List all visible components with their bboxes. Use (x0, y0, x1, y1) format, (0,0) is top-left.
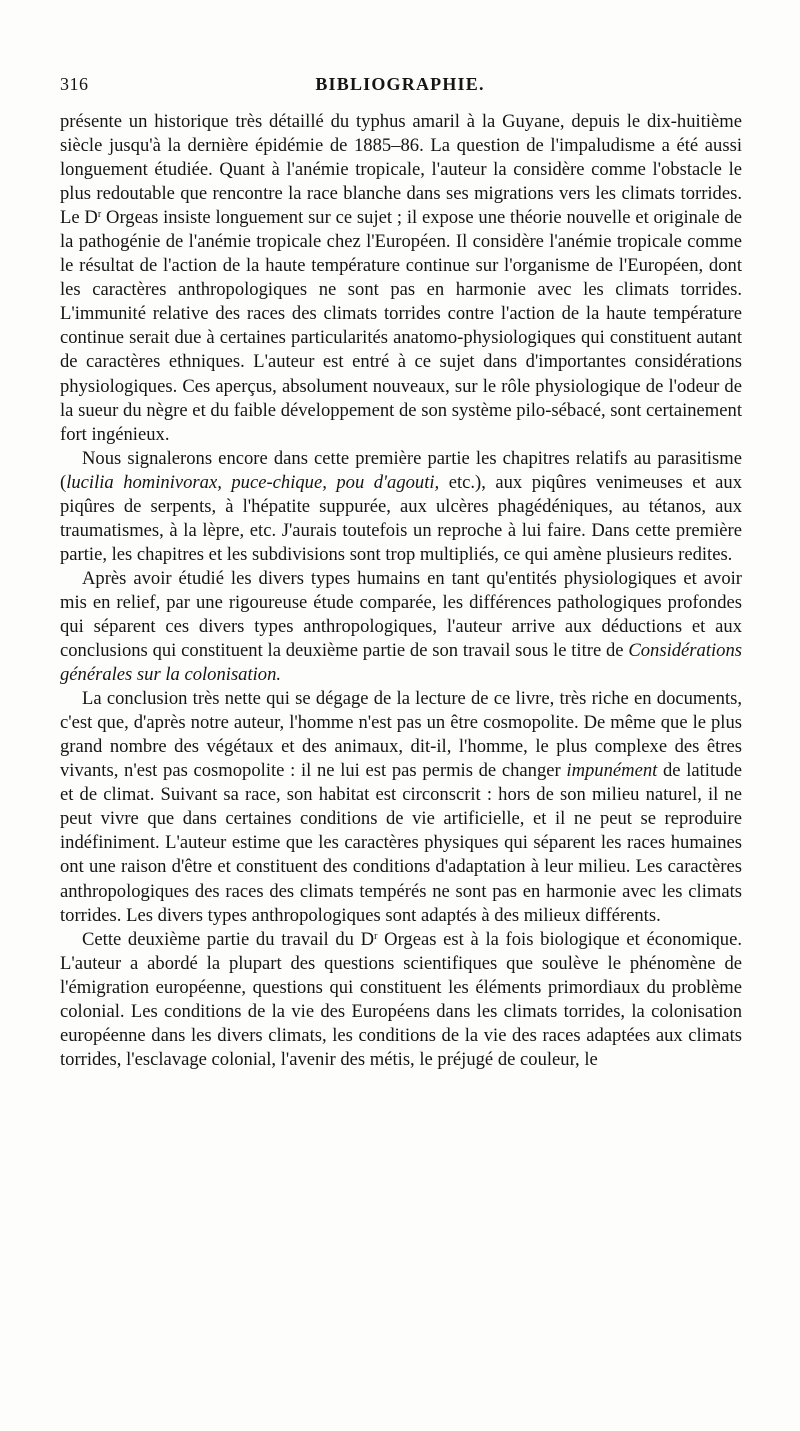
text-run: La conclusion très nette qui se dégage de la lecture de ce livre, très riche en documents, c'est que, d'après notre auteur, l'homme n'est pas un être cosmopolite. De même que le plus grand nombre des végétaux et des animaux, dit-il, l'homme, le plus complexe des êtres vivants, n'est pas cosmopolite : il ne lui est pas permis de changer (60, 688, 742, 782)
body-text (60, 110, 742, 1072)
paragraph (60, 687, 742, 927)
page-number: 316 (60, 74, 89, 94)
paragraph (60, 110, 742, 447)
italic-text: Considérations générales sur la colonisation. (60, 640, 742, 686)
text-run: présente un historique très détaillé du typhus amaril à la Guyane, depuis le dix-huitième siècle jusqu'à la dernière épidémie de 1885–86. La question de l'impaludisme a été aussi longuement étudiée. Quant à l'anémie tropicale, l'auteur la considère comme l'obstacle le plus redoutable que rencontre la race blanche dans ses migrations vers les climats torrides. Le D (60, 111, 742, 229)
page-header (60, 74, 740, 100)
paragraph (60, 928, 742, 1072)
text-run: Après avoir étudié les divers types humains en tant qu'entités physiologiques et avoir mis en relief, par une rigoureuse étude comparée, les différences pathologiques profondes qui séparent ces divers types anthropologiques, l'auteur arrive aux déductions et aux conclusions qui constituent la deuxième partie de son travail sous le titre de (60, 567, 742, 662)
running-title: BIBLIOGRAPHIE. (315, 74, 485, 94)
text-run: Orgeas est à la fois biologique et économique. L'auteur a abordé la plupart des questions scientifiques que soulève le phénomène de l'émigration européenne, questions qui constituent les éléments primordiaux du problème colonial. Les conditions de la vie des Européens dans les climats torrides, la colonisation européenne dans les divers climats, les conditions de la vie des races adaptées aux climats torrides, l'esclavage colonial, l'avenir des métis, le préjugé de couleur, le (60, 928, 742, 1070)
text-run: Cette deuxième partie du travail du D (82, 928, 375, 950)
text-run: etc.), aux piqûres venimeuses et aux piqûres de serpents, à l'hépatite suppurée, aux ulcères phagédéniques, au tétanos, aux traumatismes, à la lèpre, etc. J'aurais toutefois un reproche à lui faire. Dans cette première partie, les chapitres et les subdivisions sont trop multipliés, ce qui amène plusieurs redites. (60, 471, 742, 565)
text-run: Nous signalerons encore dans cette première partie les chapitres relatifs au parasitisme ( (60, 447, 742, 493)
superscript-text: r (374, 930, 378, 942)
italic-text: impunément (566, 760, 658, 782)
paragraph (60, 567, 742, 687)
paragraph (60, 447, 742, 567)
text-run: de latitude et de climat. Suivant sa race, son habitat est circonscrit : hors de son milieu naturel, il ne peut vivre que dans certaines conditions de vie artificielle, et il ne peut se reproduire indéfiniment. L'auteur estime que les caractères physiques qui séparent les races humaines ont une raison d'être et constituent des conditions d'adaptation à leur milieu. Les caractères anthropologiques des races des climats tempérés ne sont pas en harmonie avec les climats torrides. Les divers types anthropologiques sont adaptés à des milieux différents. (60, 760, 742, 926)
italic-text: lucilia hominivorax, puce-chique, pou d'agouti, (66, 471, 440, 493)
superscript-text: r (97, 209, 102, 221)
text-run: Orgeas insiste longuement sur ce sujet ; il expose une théorie nouvelle et originale de la pathogénie de l'anémie tropicale chez l'Européen. Il considère l'anémie tropicale comme le résultat de l'action de la haute température continue sur l'organisme de l'Européen, dont les caractères anthropologiques ne sont pas en harmonie avec les climats torrides. L'immunité relative des races des climats torrides contre l'action de la haute température continue serait due à certaines particularités anatomo-physiologiques qui constituent autant de caractères ethniques. L'auteur est entré à ce sujet dans d'importantes considérations physiologiques. Ces aperçus, absolument nouveaux, sur le rôle physiologique de l'odeur de la sueur du nègre et du faible développement de son système pilo-sébacé, sont certainement fort ingénieux. (60, 207, 742, 445)
